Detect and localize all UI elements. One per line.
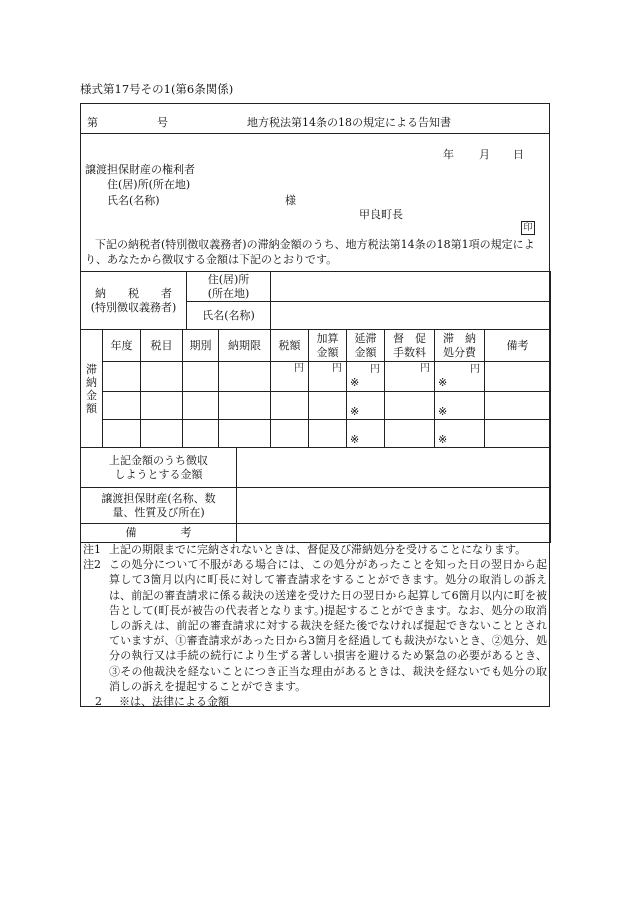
kome-mark: ※ <box>350 376 360 389</box>
collect-amount-value <box>237 448 551 488</box>
number-suffix: 号 <box>157 116 168 129</box>
cell-delinquency: ※ <box>347 392 385 420</box>
remarks-label: 備 考 <box>81 524 237 543</box>
arrears-table <box>80 329 551 448</box>
note-3-label: 2 <box>95 695 102 709</box>
note-2-text: この処分について不服がある場合には、この処分があったことを知った日の翌日から起算して3箇月以内に町長に対して審査請求をすることができます。処分の取消しの訴えは、前記の審査請求に係る裁決の送達を受けた日の翌日から起算して6箇月以内に町を被告として(町長が被告の代表者となります。)提起することができます。なお、処分の取消しの訴えは、前記の審査請求に対する裁決を経た後でなければ提起できないこととされていますが、①審査請求があった日から3箇月を経過しても裁決がないとき、②処分、処分の執行又は手続の続行により生ずる著しい損害を避けるため緊急の必要があるとき、③その他裁決を経ないことにつき正当な理由があるときは、裁決を経ないでも処分の取消しの訴えを提起することができます。 <box>109 558 547 693</box>
remarks-value <box>237 524 551 543</box>
col-additional <box>309 330 347 362</box>
cell-tax-item <box>141 420 183 448</box>
cell-additional <box>309 420 347 448</box>
col-additional-line2: 金額 <box>316 345 339 359</box>
property-label-line2: 量、性質及び所在) <box>112 505 205 519</box>
yen-unit: 円 <box>370 364 380 375</box>
arrears-row <box>81 362 551 392</box>
col-fiscal-year: 年度 <box>103 330 141 362</box>
cell-additional <box>309 392 347 420</box>
property-value <box>237 488 551 524</box>
col-disposition-cost <box>435 330 485 362</box>
col-disposition-cost-line2: 処分費 <box>443 345 476 359</box>
notes <box>81 542 549 709</box>
divider <box>81 133 549 134</box>
cell-due-date <box>219 362 271 392</box>
taxpayer-address-label-line2: (所在地) <box>207 286 250 300</box>
intro-text: 下記の納税者(特別徴収義務者)の滞納金額のうち、地方税法第14条の18第1項の規定により、あなたから徴収する金額は下記のとおりです。 <box>85 238 535 266</box>
col-disposition-cost-line1: 滞 納 <box>443 331 476 345</box>
col-additional-line1: 加算 <box>316 331 339 345</box>
col-delinquency-line1: 延滞 <box>354 331 377 345</box>
cell-delinquency: ※ <box>347 420 385 448</box>
cell-fiscal-year <box>103 362 141 392</box>
form-number: 様式第17号その1(第6条関係) <box>80 82 234 96</box>
arrears-row <box>81 420 551 448</box>
col-reminder-fee-line2: 手数料 <box>393 345 426 359</box>
cell-fiscal-year <box>103 392 141 420</box>
col-remarks: 備考 <box>485 330 551 362</box>
arrears-row <box>81 392 551 420</box>
taxpayer-name-label: 氏名(名称) <box>187 302 271 330</box>
cell-tax-amount <box>271 420 309 448</box>
cell-remarks <box>485 392 551 420</box>
cell-remarks <box>485 420 551 448</box>
cell-due-date <box>219 392 271 420</box>
cell-delinquency <box>347 362 385 392</box>
notice-form <box>80 103 550 707</box>
cell-tax-item <box>141 392 183 420</box>
col-due-date: 納期限 <box>219 330 271 362</box>
property-label <box>81 488 237 524</box>
issuer: 甲良町長 <box>359 208 403 221</box>
cell-reminder-fee <box>385 420 435 448</box>
taxpayer-label-line1: 納 税 者 <box>95 286 172 300</box>
taxpayer-name-value <box>271 302 551 330</box>
note-1-label: 注1 <box>83 543 101 556</box>
cell-disposition-cost <box>435 362 485 392</box>
cell-tax-item <box>141 362 183 392</box>
property-label-line1: 譲渡担保財産(名称、数 <box>101 491 216 505</box>
cell-period <box>183 392 219 420</box>
collect-amount-label <box>81 448 237 488</box>
date-year: 年 <box>443 148 454 161</box>
note-1-text: 上記の期限までに完納されないときは、督促及び滞納処分を受けることになります。 <box>109 543 527 556</box>
col-delinquency-line2: 金額 <box>354 345 377 359</box>
holder-address-label: 住(居)所(所在地) <box>107 178 191 191</box>
number-prefix: 第 <box>87 116 98 129</box>
col-tax-item: 税目 <box>141 330 183 362</box>
date-month: 月 <box>479 148 490 161</box>
col-tax-amount: 税額 <box>271 330 309 362</box>
note-2-label: 注2 <box>83 558 101 572</box>
taxpayer-label-line2: (特別徴収義務者) <box>90 300 177 314</box>
cell-due-date <box>219 420 271 448</box>
note-1 <box>83 542 547 557</box>
cell-period <box>183 420 219 448</box>
col-delinquency <box>347 330 385 362</box>
yen-unit: 円 <box>470 364 480 375</box>
col-reminder-fee <box>385 330 435 362</box>
cell-tax-amount <box>271 392 309 420</box>
kome-mark: ※ <box>438 376 448 389</box>
collect-amount-label-line1: 上記金額のうち徴収 <box>109 453 208 467</box>
taxpayer-address-value <box>271 272 551 302</box>
collection-table <box>80 447 551 543</box>
holder-label: 譲渡担保財産の権利者 <box>85 163 195 176</box>
arrears-side-label-text: 滞納金額 <box>86 362 97 415</box>
taxpayer-address-label-line1: 住(居)所 <box>207 272 250 286</box>
cell-remarks <box>485 362 551 392</box>
taxpayer-table <box>80 271 551 330</box>
cell-period <box>183 362 219 392</box>
cell-fiscal-year <box>103 420 141 448</box>
cell-tax-amount: 円 <box>271 362 309 392</box>
cell-additional: 円 <box>309 362 347 392</box>
col-reminder-fee-line1: 督 促 <box>393 331 426 345</box>
note-3-text: ※は、法律による金額 <box>119 695 229 709</box>
holder-name-label: 氏名(名称) <box>107 194 160 207</box>
cell-reminder-fee: 円 <box>385 362 435 392</box>
cell-disposition-cost: ※ <box>435 392 485 420</box>
cell-reminder-fee <box>385 392 435 420</box>
taxpayer-label <box>81 272 187 330</box>
seal-mark: 印 <box>521 221 535 235</box>
honorific: 様 <box>285 194 296 207</box>
note-2 <box>83 557 547 694</box>
cell-disposition-cost: ※ <box>435 420 485 448</box>
taxpayer-address-label <box>187 272 271 302</box>
document-title: 地方税法第14条の18の規定による告知書 <box>247 116 451 129</box>
col-period: 期別 <box>183 330 219 362</box>
note-3 <box>83 694 547 709</box>
arrears-side-label <box>81 330 103 448</box>
date-day: 日 <box>513 148 524 161</box>
collect-amount-label-line2: しようとする金額 <box>114 467 203 481</box>
